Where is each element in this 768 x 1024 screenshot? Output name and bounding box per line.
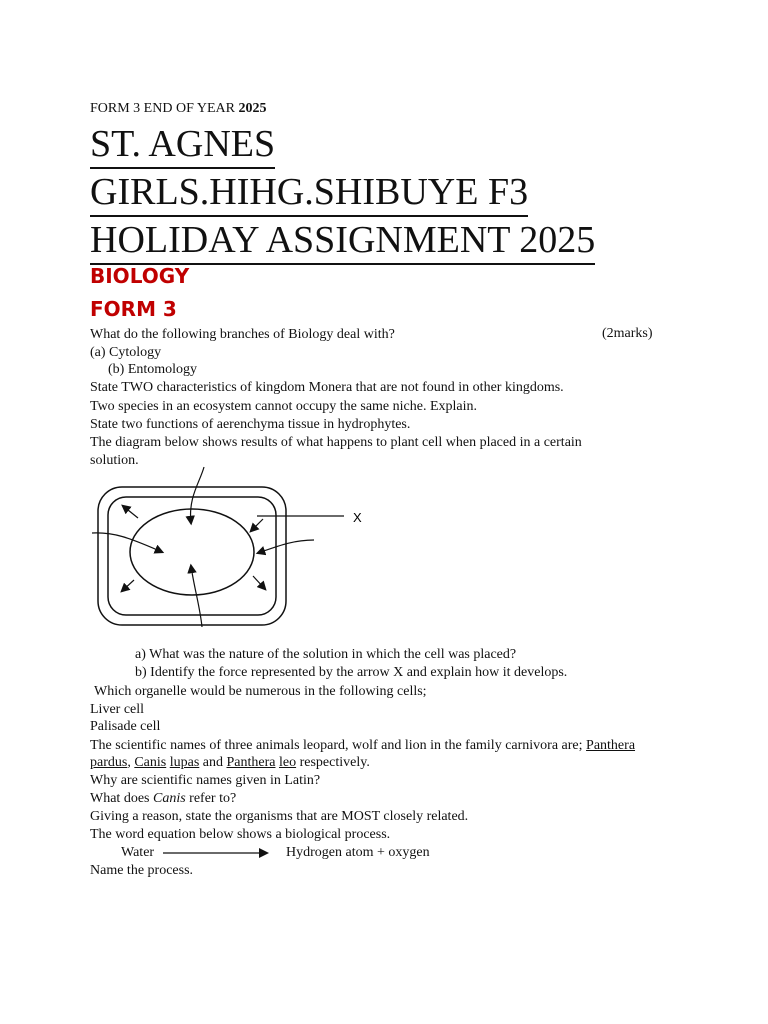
question-7a: Why are scientific names given in Latin? xyxy=(90,773,321,788)
plant-cell-diagram xyxy=(88,462,388,637)
question-8-ask: Name the process. xyxy=(90,863,194,878)
q7-pardus: pardus xyxy=(90,755,128,770)
label-x: X xyxy=(353,510,362,525)
question-7c: Giving a reason, state the organisms that are MOST closely related. xyxy=(90,809,469,824)
question-5a: a) What was the nature of the solution in which the cell was placed? xyxy=(135,647,517,662)
question-7-line-1 xyxy=(90,737,635,754)
question-5b: b) Identify the force represented by the arrow X and explain how it develops. xyxy=(135,665,568,680)
question-2: State TWO characteristics of kingdom Monera that are not found in other kingdoms. xyxy=(90,380,564,395)
question-1b: (b) Entomology xyxy=(108,362,198,377)
q7-panthera-2: Panthera xyxy=(226,755,276,770)
vacuole xyxy=(130,509,254,595)
q7-lupas: lupas xyxy=(169,755,200,770)
question-6: Which organelle would be numerous in the following cells; xyxy=(94,684,427,699)
q7-leo: leo xyxy=(278,755,297,770)
equation-arrow xyxy=(163,846,271,860)
question-5-line-1: The diagram below shows results of what happens to plant cell when placed in a certain xyxy=(90,435,582,450)
q7b-post: refer to? xyxy=(189,791,237,806)
q7-respectively: respectively. xyxy=(299,755,370,770)
equation-water: Water xyxy=(121,845,155,860)
form-line-text: FORM 3 END OF YEAR xyxy=(90,101,235,116)
question-6b: Palisade cell xyxy=(90,719,161,734)
form-line-year: 2025 xyxy=(238,101,267,116)
q7-intro: The scientific names of three animals leopard, wolf and lion in the family carnivora are; xyxy=(90,738,583,753)
q7-comma: , xyxy=(127,755,131,770)
form-heading: FORM 3 xyxy=(90,297,177,321)
question-1-marks: (2marks) xyxy=(602,326,653,341)
question-1: What do the following branches of Biology deal with? xyxy=(90,327,395,342)
water-movement-arrows xyxy=(92,467,314,627)
question-7b xyxy=(90,790,236,807)
subject-heading: BIOLOGY xyxy=(90,264,190,288)
question-3: Two species in an ecosystem cannot occupy the same niche. Explain. xyxy=(90,399,478,414)
question-1a: (a) Cytology xyxy=(90,345,162,360)
q7b-canis: Canis xyxy=(152,791,186,806)
question-5-line-2: solution. xyxy=(90,453,139,468)
q7b-pre: What does xyxy=(90,791,150,806)
question-6a: Liver cell xyxy=(90,702,145,717)
title-line-1: ST. AGNES xyxy=(90,122,275,169)
equation-products: Hydrogen atom + oxygen xyxy=(286,845,430,860)
q7-canis: Canis xyxy=(134,755,167,770)
question-8: The word equation below shows a biological process. xyxy=(90,827,391,842)
q7-panthera-1: Panthera xyxy=(586,738,636,753)
title-line-2: GIRLS.HIHG.SHIBUYE F3 xyxy=(90,170,528,217)
question-4: State two functions of aerenchyma tissue in hydrophytes. xyxy=(90,417,411,432)
cell-wall-outer xyxy=(98,487,286,625)
form-line xyxy=(90,101,266,117)
question-7-line-2 xyxy=(90,754,370,771)
title-line-3: HOLIDAY ASSIGNMENT 2025 xyxy=(90,218,595,265)
q7-and: and xyxy=(202,755,223,770)
